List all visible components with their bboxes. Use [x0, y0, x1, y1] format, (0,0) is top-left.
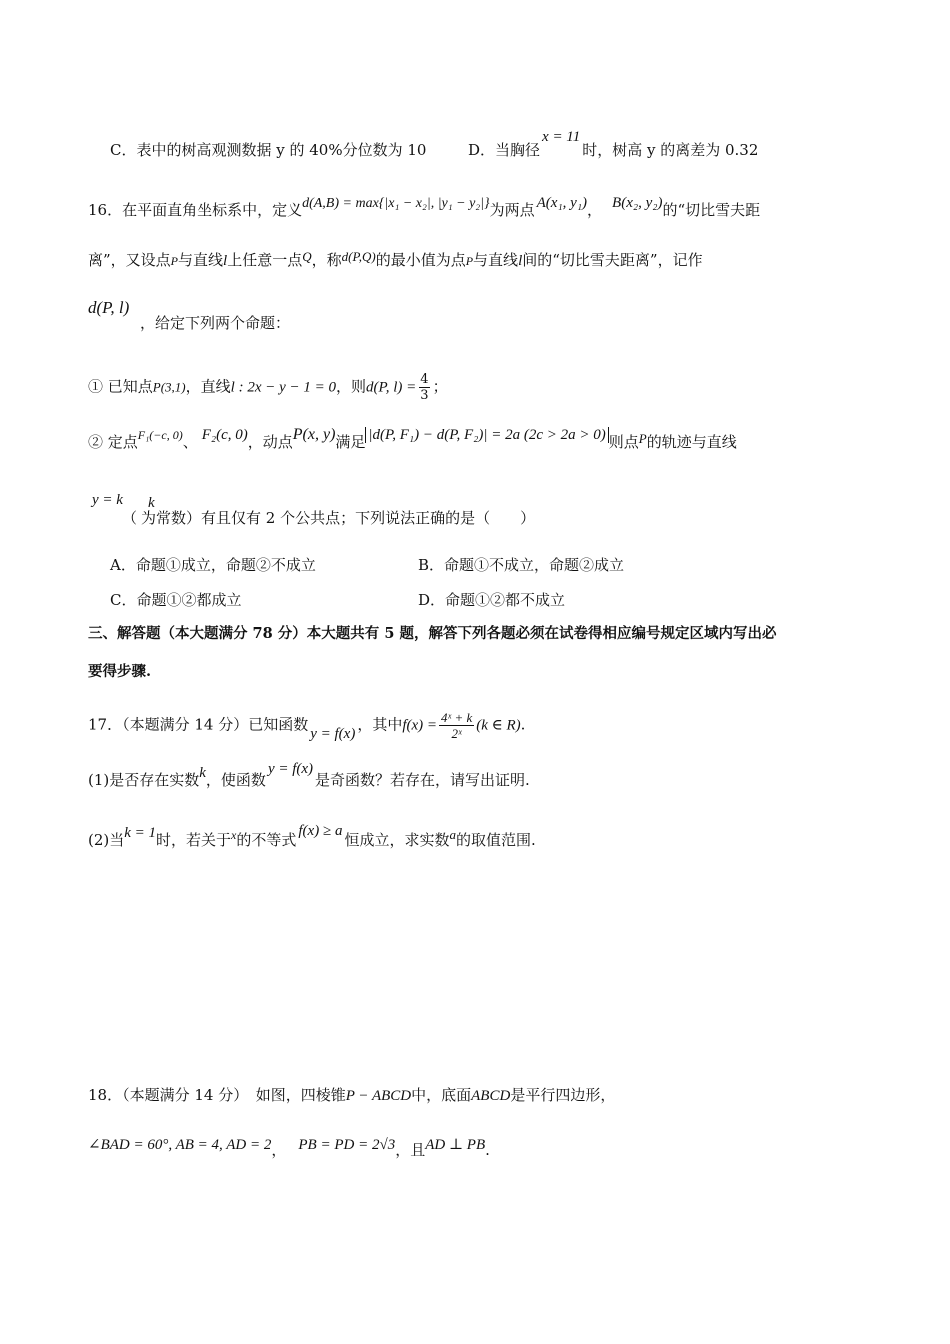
q16-dpq: d(P,Q) [341, 249, 376, 264]
q16-dpl-eq: d(P, l) = [366, 379, 417, 396]
q16-text: ② 定点 [88, 433, 138, 451]
q16-dpl: d(P, l) [88, 298, 130, 317]
q16-condition: |d(P, F₁) − d(P, F₂)| = 2a (2c > 2a > 0) [365, 427, 608, 443]
q16-fraction-num: 4 [420, 372, 429, 387]
q16-focus-f1: F₁(−c, 0) [137, 428, 183, 442]
q17-text: 的不等式 [236, 831, 297, 849]
q16-line-3-text: ，给定下列两个命题： [140, 314, 291, 332]
q17-part-1 [88, 761, 530, 791]
q18-text: ， [271, 1141, 287, 1159]
q16-line-1 [88, 195, 761, 222]
q18-pb-pd: PB = PD = 2√3 [298, 1137, 396, 1153]
q16-text: ，动点 [247, 433, 293, 451]
q17-fx: f(x) = [402, 717, 438, 734]
q16-proposition-1 [88, 372, 448, 403]
q17-fraction-num: 4ˣ + k [441, 710, 473, 725]
q16-var-p: P [465, 254, 474, 268]
q16-moving-point: P(x, y) [292, 426, 336, 443]
q16-option-b: B．命题①不成立，命题②成立 [418, 556, 625, 574]
q16-sep: ， [587, 201, 603, 219]
q18-line-2 [88, 1137, 490, 1161]
q18-text: 中，底面 [411, 1086, 472, 1104]
q15-option-d [468, 129, 759, 161]
q16-point-p: P(3,1) [152, 379, 186, 395]
q16-var-l: l [223, 253, 228, 269]
q17-text: 是奇函数？若存在，请写出证明. [315, 771, 530, 789]
q18-text: . [485, 1141, 490, 1159]
q17-stem-text: 17．（本题满分 14 分）已知函数 [88, 715, 309, 734]
q18-perpendicular: AD ⊥ PB [425, 1137, 486, 1153]
q16-proposition-2 [88, 426, 737, 453]
q16-text: 与直线 [473, 251, 519, 269]
q18-line-1 [88, 1085, 615, 1106]
q16-var-q: Q [302, 249, 312, 264]
q16-option-a: A．命题①成立，命题②不成立 [110, 556, 316, 574]
q18-text: 是平行四边形， [510, 1086, 616, 1104]
q16-text: ； [432, 377, 448, 396]
q17-domain: (k ∈ R) [476, 717, 521, 734]
q16-text: 为两点 [489, 201, 535, 219]
q16-text: 上任意一点 [227, 251, 303, 269]
q16-line-4 [122, 508, 535, 528]
q17-text: ，其中 [357, 715, 403, 734]
q17-part-2 [88, 823, 536, 851]
q17-line-1 [88, 710, 525, 741]
q16-line-2 [88, 250, 703, 271]
q17-function: y = f(x) [310, 725, 356, 742]
q16-fraction-den: 3 [420, 388, 429, 403]
q18-stem-text: 18．（本题满分 14 分） 如图，四棱锥 [88, 1086, 346, 1104]
q17-var-x: x [231, 828, 237, 842]
q15-option-d-post: 时，树高 y 的离差为 0.32 [582, 141, 759, 159]
q15-option-d-math: x = 11 [542, 129, 581, 145]
q17-text: (1)是否存在实数 [88, 771, 200, 789]
q17-fraction [439, 710, 474, 741]
q17-text: . [520, 715, 526, 734]
q17-text: (2)当 [88, 831, 125, 849]
q16-text: ，则 [336, 377, 367, 396]
q17-fraction-den: 2ˣ [451, 726, 462, 741]
q16-text: 的最小值为点 [375, 251, 466, 269]
q17-function: y = f(x) [267, 761, 314, 777]
q17-text: ，使函数 [205, 771, 266, 789]
section-3-heading: 三、解答题（本大题满分 78 分）本大题共有 5 题，解答下列各题必须在试卷得相应编号规定区域内写出必 [88, 625, 777, 642]
q16-text: （ [122, 509, 138, 527]
q17-inequality: f(x) ≥ a [298, 823, 343, 839]
q16-text: 的轨迹与直线 [646, 433, 737, 451]
q15-option-d-pre: D．当胸径 [468, 141, 541, 159]
q16-var-p: P [638, 431, 647, 446]
q16-stem-text: 16．在平面直角坐标系中，定义 [88, 201, 303, 219]
q18-text: ，且 [395, 1141, 426, 1159]
q16-text: 则点 [608, 433, 639, 451]
q16-text: 、 [182, 433, 198, 451]
q16-text: 满足 [335, 433, 366, 451]
q16-var-p: P [170, 254, 179, 268]
q15-option-c: C．表中的树高观测数据 y 的 40%分位数为 10 [110, 141, 427, 159]
q17-var-k: k [199, 765, 206, 781]
q16-def-math: d(A,B) = max{|x₁ − x₂|, |y₁ − y₂|} [302, 196, 490, 211]
q16-option-c: C．命题①②都成立 [110, 591, 242, 609]
q16-point-a: A(x₁, y₁) [536, 195, 588, 211]
q16-text: 离”，又设点 [88, 251, 171, 269]
q16-text: 为常数）有且仅有 2 个公共点；下列说法正确的是（ ） [141, 509, 536, 527]
q16-text: ，称 [311, 251, 342, 269]
q16-text: ① 已知点 [88, 377, 153, 396]
q17-text: 时，若关于 [156, 831, 232, 849]
q16-text: 间的“切比雪夫距离”，记作 [522, 251, 703, 269]
q16-line-y-k: y = k [92, 492, 123, 508]
q18-base: ABCD [471, 1088, 511, 1104]
q16-text: 的“切比雪夫距 [662, 201, 761, 219]
q16-var-k: k [148, 495, 155, 511]
q18-conditions: ∠BAD = 60°, AB = 4, AD = 2 [88, 1137, 272, 1153]
q16-fraction [419, 372, 429, 403]
q16-focus-f2: F₂(c, 0) [201, 427, 248, 443]
q17-var-a: a [449, 827, 456, 842]
q17-text: 恒成立，求实数 [344, 831, 450, 849]
q16-option-d: D．命题①②都不成立 [418, 591, 566, 609]
q16-point-b: B(x₂, y₂) [612, 195, 663, 211]
section-3-heading-cont: 要得步骤. [88, 663, 152, 680]
q17-k-eq-1: k = 1 [124, 825, 157, 841]
q16-text: ，直线 [185, 377, 231, 396]
q16-text: 与直线 [178, 251, 224, 269]
q17-text: 的取值范围. [455, 831, 536, 849]
q18-pyramid: P − ABCD [345, 1088, 412, 1104]
q16-var-l: l [518, 253, 523, 269]
q16-line-l: l : 2x − y − 1 = 0 [230, 379, 337, 396]
